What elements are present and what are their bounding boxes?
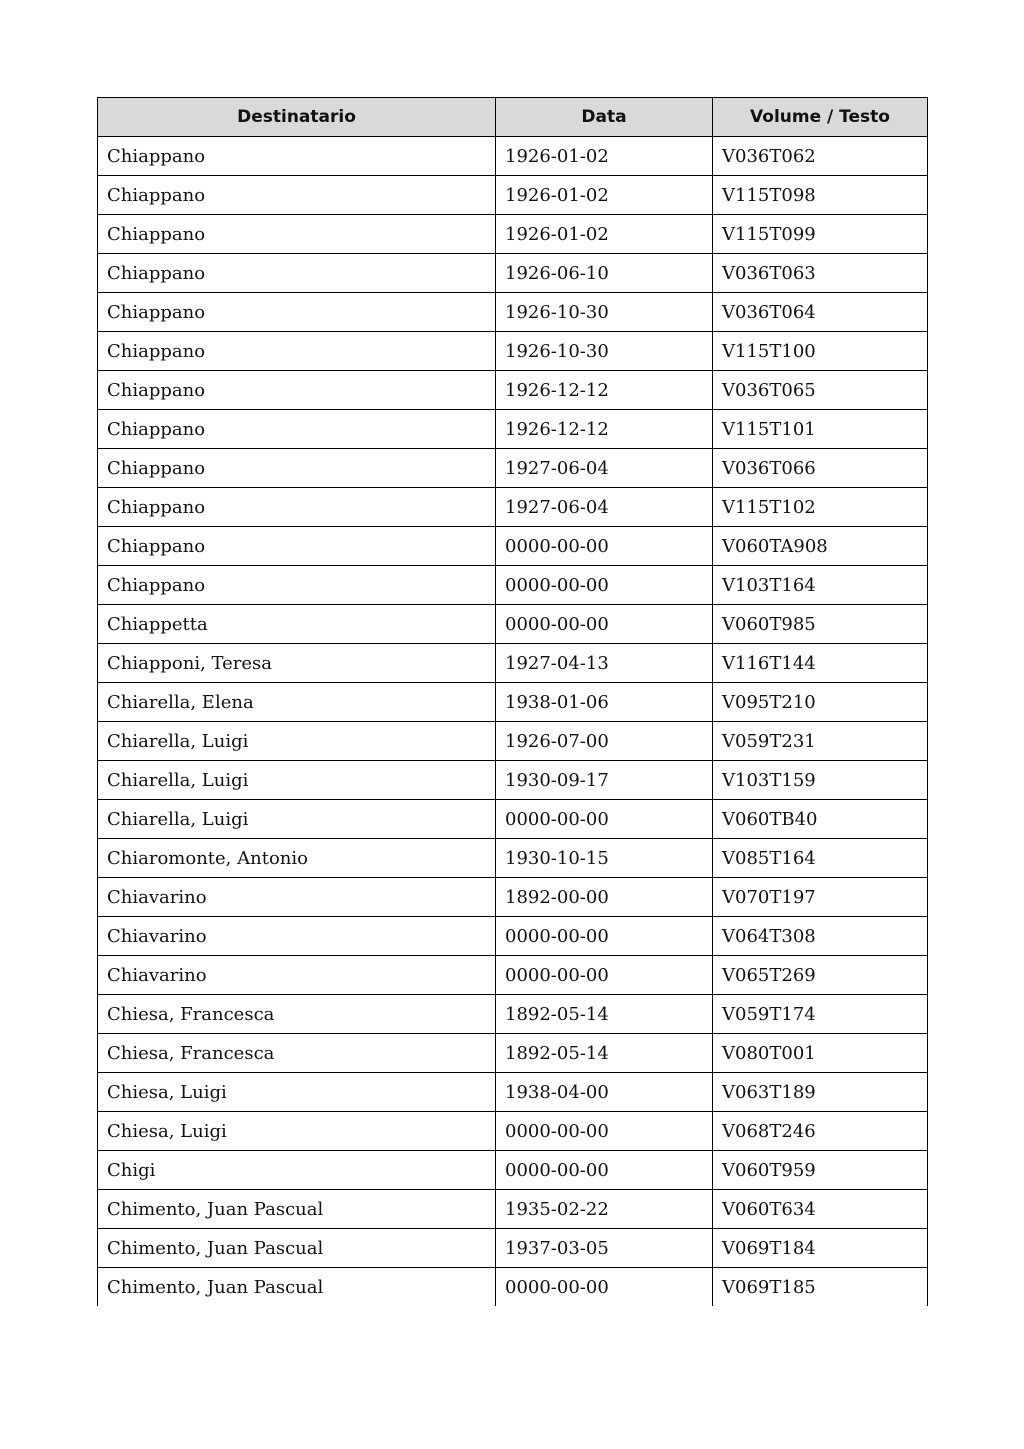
cell-volume-text: V103T159: [713, 761, 928, 800]
cell-recipient: Chiarella, Elena: [98, 683, 496, 722]
cell-volume-text: V115T098: [713, 176, 928, 215]
cell-recipient: Chigi: [98, 1151, 496, 1190]
cell-volume-text: V068T246: [713, 1112, 928, 1151]
cell-volume-text: V060TA908: [713, 527, 928, 566]
table-row: [98, 1112, 928, 1151]
cell-date: 1926-07-00: [496, 722, 713, 761]
cell-recipient: Chiesa, Francesca: [98, 995, 496, 1034]
table-row: [98, 410, 928, 449]
cell-recipient: Chiappano: [98, 293, 496, 332]
cell-volume-text: V036T062: [713, 137, 928, 176]
cell-recipient: Chiavarino: [98, 917, 496, 956]
cell-date: 0000-00-00: [496, 605, 713, 644]
cell-recipient: Chiavarino: [98, 956, 496, 995]
cell-date: 1892-05-14: [496, 1034, 713, 1073]
cell-volume-text: V063T189: [713, 1073, 928, 1112]
cell-volume-text: V115T100: [713, 332, 928, 371]
cell-date: 1926-12-12: [496, 410, 713, 449]
table-row: [98, 488, 928, 527]
cell-volume-text: V115T102: [713, 488, 928, 527]
cell-date: 0000-00-00: [496, 917, 713, 956]
cell-volume-text: V036T064: [713, 293, 928, 332]
cell-volume-text: V059T174: [713, 995, 928, 1034]
table-row: [98, 1190, 928, 1229]
cell-recipient: Chimento, Juan Pascual: [98, 1268, 496, 1307]
table-row: [98, 137, 928, 176]
cell-date: 1930-09-17: [496, 761, 713, 800]
table-row: [98, 1151, 928, 1190]
cell-date: 1926-01-02: [496, 137, 713, 176]
table-row: [98, 527, 928, 566]
cell-date: 0000-00-00: [496, 527, 713, 566]
cell-recipient: Chiappano: [98, 215, 496, 254]
cell-date: 1926-10-30: [496, 293, 713, 332]
cell-recipient: Chiarella, Luigi: [98, 761, 496, 800]
table-row: [98, 839, 928, 878]
cell-date: 1927-06-04: [496, 488, 713, 527]
table-row: [98, 683, 928, 722]
cell-volume-text: V060T985: [713, 605, 928, 644]
table-row: [98, 1229, 928, 1268]
cell-date: 1892-00-00: [496, 878, 713, 917]
cell-recipient: Chiaromonte, Antonio: [98, 839, 496, 878]
table-row: [98, 371, 928, 410]
cell-volume-text: V036T063: [713, 254, 928, 293]
cell-date: 1927-06-04: [496, 449, 713, 488]
cell-recipient: Chimento, Juan Pascual: [98, 1190, 496, 1229]
cell-recipient: Chiesa, Luigi: [98, 1112, 496, 1151]
cell-volume-text: V036T066: [713, 449, 928, 488]
table-row: [98, 605, 928, 644]
table-row: [98, 215, 928, 254]
cell-date: 0000-00-00: [496, 1151, 713, 1190]
table-row: [98, 800, 928, 839]
cell-volume-text: V065T269: [713, 956, 928, 995]
cell-date: 1926-01-02: [496, 176, 713, 215]
cell-recipient: Chiappano: [98, 371, 496, 410]
cell-recipient: Chiappano: [98, 410, 496, 449]
cell-volume-text: V115T101: [713, 410, 928, 449]
cell-volume-text: V116T144: [713, 644, 928, 683]
table-row: [98, 917, 928, 956]
cell-date: 0000-00-00: [496, 1112, 713, 1151]
table-row: [98, 176, 928, 215]
table-row: [98, 1034, 928, 1073]
cell-date: 1927-04-13: [496, 644, 713, 683]
cell-recipient: Chiappano: [98, 527, 496, 566]
cell-date: 1930-10-15: [496, 839, 713, 878]
cell-recipient: Chiappano: [98, 332, 496, 371]
cell-date: 1926-01-02: [496, 215, 713, 254]
cell-date: 1937-03-05: [496, 1229, 713, 1268]
cell-date: 0000-00-00: [496, 566, 713, 605]
cell-recipient: Chiarella, Luigi: [98, 722, 496, 761]
cell-volume-text: V069T184: [713, 1229, 928, 1268]
cell-date: 0000-00-00: [496, 1268, 713, 1307]
cell-volume-text: V060TB40: [713, 800, 928, 839]
cell-recipient: Chiarella, Luigi: [98, 800, 496, 839]
cell-recipient: Chiavarino: [98, 878, 496, 917]
header-date: Data: [496, 98, 713, 137]
cell-date: 1938-01-06: [496, 683, 713, 722]
cell-recipient: Chimento, Juan Pascual: [98, 1229, 496, 1268]
cell-date: 1926-10-30: [496, 332, 713, 371]
header-volume-text: Volume / Testo: [713, 98, 928, 137]
cell-volume-text: V036T065: [713, 371, 928, 410]
cell-date: 1935-02-22: [496, 1190, 713, 1229]
table-row: [98, 722, 928, 761]
cell-date: 1926-12-12: [496, 371, 713, 410]
table-row: [98, 761, 928, 800]
table-row: [98, 878, 928, 917]
table-row: [98, 644, 928, 683]
cell-volume-text: V095T210: [713, 683, 928, 722]
cell-volume-text: V064T308: [713, 917, 928, 956]
cell-date: 0000-00-00: [496, 956, 713, 995]
cell-recipient: Chiesa, Francesca: [98, 1034, 496, 1073]
cell-date: 1938-04-00: [496, 1073, 713, 1112]
cell-recipient: Chiapponi, Teresa: [98, 644, 496, 683]
table-row: [98, 293, 928, 332]
cell-date: 1926-06-10: [496, 254, 713, 293]
table-row: [98, 956, 928, 995]
letters-index-table: [97, 97, 928, 1306]
table-body: [98, 137, 928, 1307]
cell-volume-text: V069T185: [713, 1268, 928, 1307]
cell-recipient: Chiappetta: [98, 605, 496, 644]
cell-recipient: Chiappano: [98, 488, 496, 527]
cell-date: 1892-05-14: [496, 995, 713, 1034]
header-recipient: Destinatario: [98, 98, 496, 137]
cell-recipient: Chiappano: [98, 176, 496, 215]
table-row: [98, 449, 928, 488]
cell-volume-text: V060T634: [713, 1190, 928, 1229]
cell-recipient: Chiappano: [98, 566, 496, 605]
cell-date: 0000-00-00: [496, 800, 713, 839]
cell-volume-text: V070T197: [713, 878, 928, 917]
cell-recipient: Chiappano: [98, 137, 496, 176]
table-row: [98, 566, 928, 605]
cell-volume-text: V080T001: [713, 1034, 928, 1073]
table-row: [98, 995, 928, 1034]
table-row: [98, 254, 928, 293]
cell-volume-text: V103T164: [713, 566, 928, 605]
cell-volume-text: V059T231: [713, 722, 928, 761]
cell-volume-text: V115T099: [713, 215, 928, 254]
cell-recipient: Chiesa, Luigi: [98, 1073, 496, 1112]
table-row: [98, 1073, 928, 1112]
cell-volume-text: V085T164: [713, 839, 928, 878]
cell-recipient: Chiappano: [98, 449, 496, 488]
table-row: [98, 332, 928, 371]
table-row: [98, 1268, 928, 1307]
cell-volume-text: V060T959: [713, 1151, 928, 1190]
cell-recipient: Chiappano: [98, 254, 496, 293]
table-header-row: [98, 98, 928, 137]
